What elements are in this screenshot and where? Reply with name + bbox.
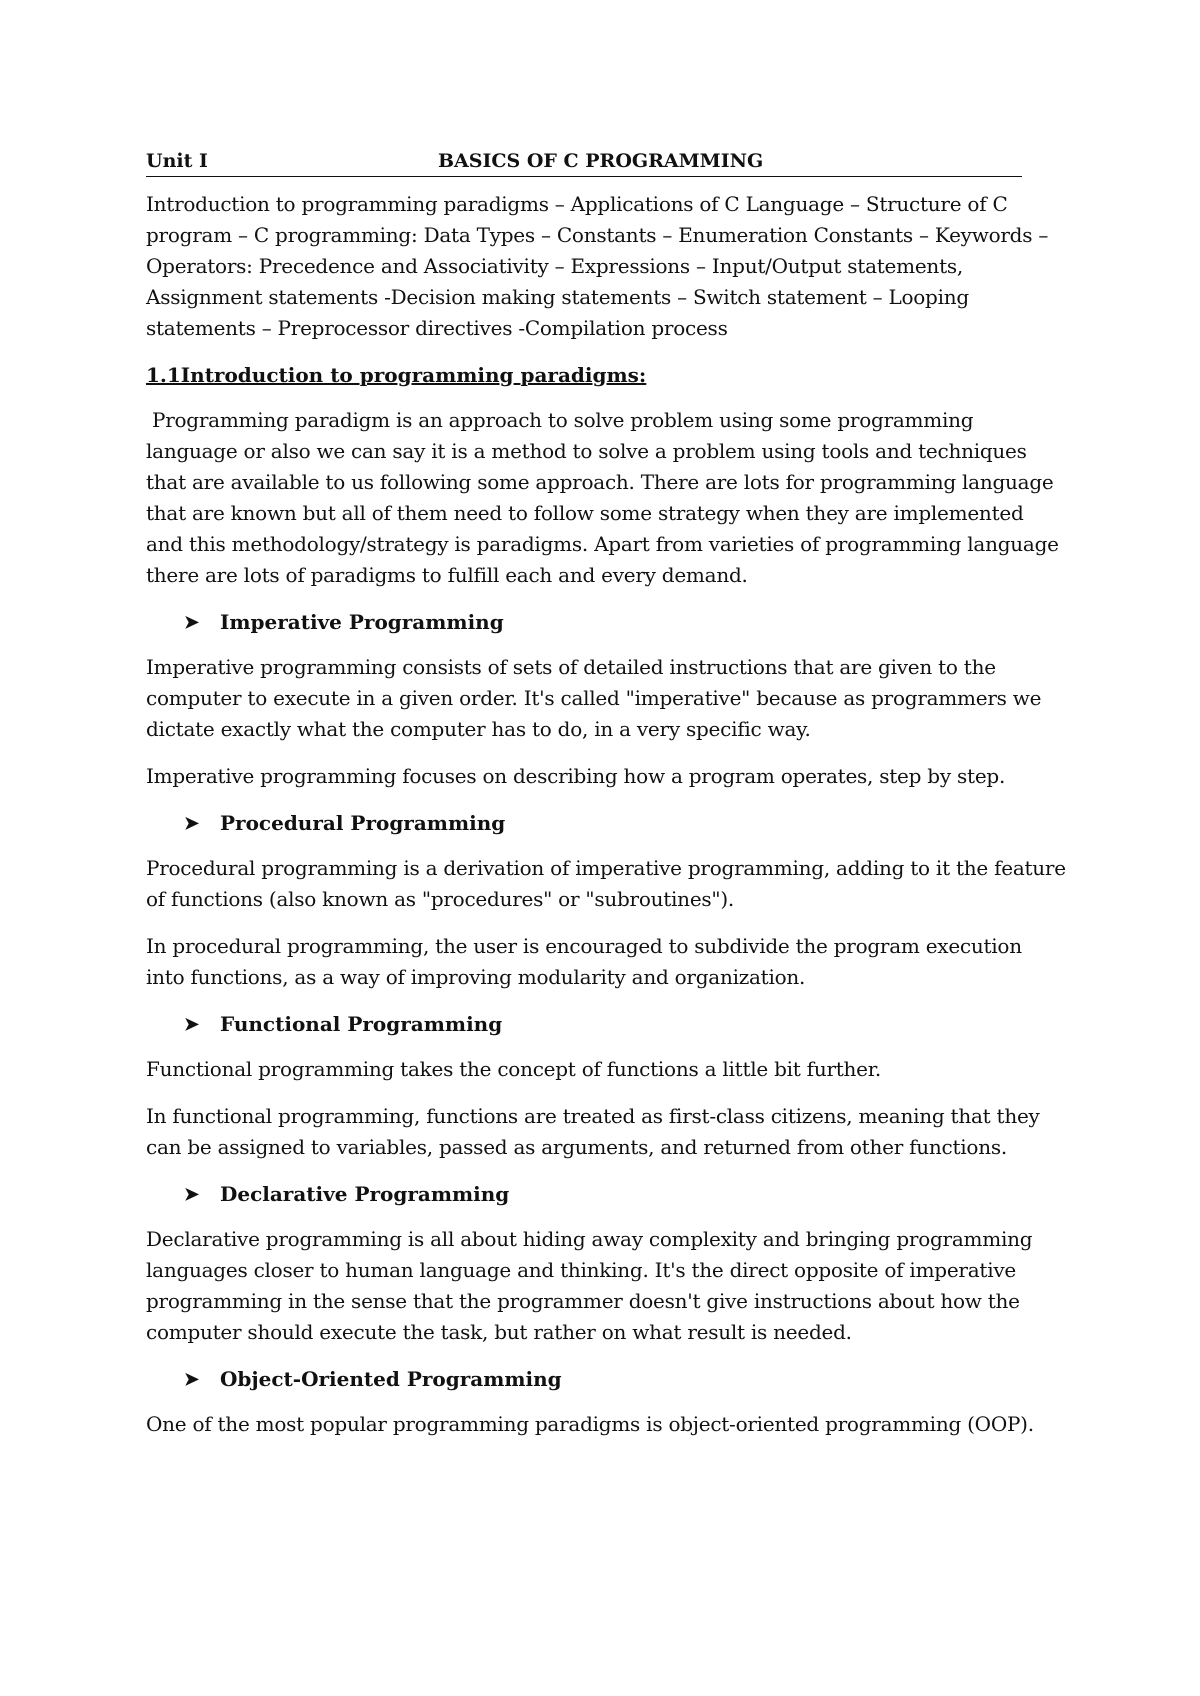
subsection-title: Imperative Programming	[220, 610, 504, 634]
subsection-title: Procedural Programming	[220, 811, 506, 835]
subsection-heading-procedural	[146, 808, 1066, 839]
arrowhead-bullet-icon: ➤	[184, 612, 200, 633]
syllabus-paragraph: Introduction to programming paradigms – Applications of C Language – Structure of C program – C programming: Data Types – Constants – Enumeration Constants – Keywords – Operators: Precedence and Associativity – Expressions – Input/Output statements, Assignment statements -Decision making statements – Switch statement – Looping statements – Preprocessor directives -Compilation process	[146, 192, 1049, 340]
arrowhead-bullet-icon: ➤	[184, 1184, 200, 1205]
unit-title: BASICS OF C PROGRAMMING	[438, 150, 764, 172]
paragraph: Functional programming takes the concept of functions a little bit further.	[146, 1057, 881, 1081]
paragraph: Imperative programming consists of sets of detailed instructions that are given to the computer to execute in a given order. It's called "imperative" because as programmers we dictate exactly what the computer has to do, in a very specific way.	[146, 655, 1042, 741]
paragraph: In procedural programming, the user is encouraged to subdivide the program execution into functions, as a way of improving modularity and organization.	[146, 934, 1022, 989]
paragraph: Imperative programming focuses on describing how a program operates, step by step.	[146, 764, 1006, 788]
arrowhead-bullet-icon: ➤	[184, 813, 200, 834]
arrowhead-bullet-icon: ➤	[184, 1369, 200, 1390]
arrowhead-bullet-icon: ➤	[184, 1014, 200, 1035]
page-content	[146, 148, 1066, 1456]
subsection-heading-object-oriented	[146, 1364, 1066, 1395]
unit-label: Unit I	[146, 150, 208, 172]
subsection-title: Functional Programming	[220, 1012, 503, 1036]
intro-paragraph: Programming paradigm is an approach to solve problem using some programming language or also we can say it is a method to solve a problem using tools and techniques that are available to us following some approach. There are lots for programming language that are known but all of them need to follow some strategy when they are implemented and this methodology/strategy is paradigms. Apart from varieties of programming language there are lots of paradigms to fulfill each and every demand.	[146, 408, 1059, 587]
section-heading: 1.1Introduction to programming paradigms:	[146, 363, 647, 387]
subsection-heading-imperative	[146, 607, 1066, 638]
subsection-heading-declarative	[146, 1179, 1066, 1210]
subsection-heading-functional	[146, 1009, 1066, 1040]
paragraph: One of the most popular programming paradigms is object-oriented programming (OOP).	[146, 1412, 1034, 1436]
paragraph: Declarative programming is all about hiding away complexity and bringing programming languages closer to human language and thinking. It's the direct opposite of imperative programming in the sense that the programmer doesn't give instructions about how the computer should execute the task, but rather on what result is needed.	[146, 1227, 1033, 1344]
subsection-title: Declarative Programming	[220, 1182, 510, 1206]
paragraph: In functional programming, functions are treated as first-class citizens, meaning that they can be assigned to variables, passed as arguments, and returned from other functions.	[146, 1104, 1040, 1159]
subsection-title: Object-Oriented Programming	[220, 1367, 562, 1391]
unit-header	[146, 148, 1022, 177]
paragraph: Procedural programming is a derivation of imperative programming, adding to it the feature of functions (also known as "procedures" or "subroutines").	[146, 856, 1066, 911]
